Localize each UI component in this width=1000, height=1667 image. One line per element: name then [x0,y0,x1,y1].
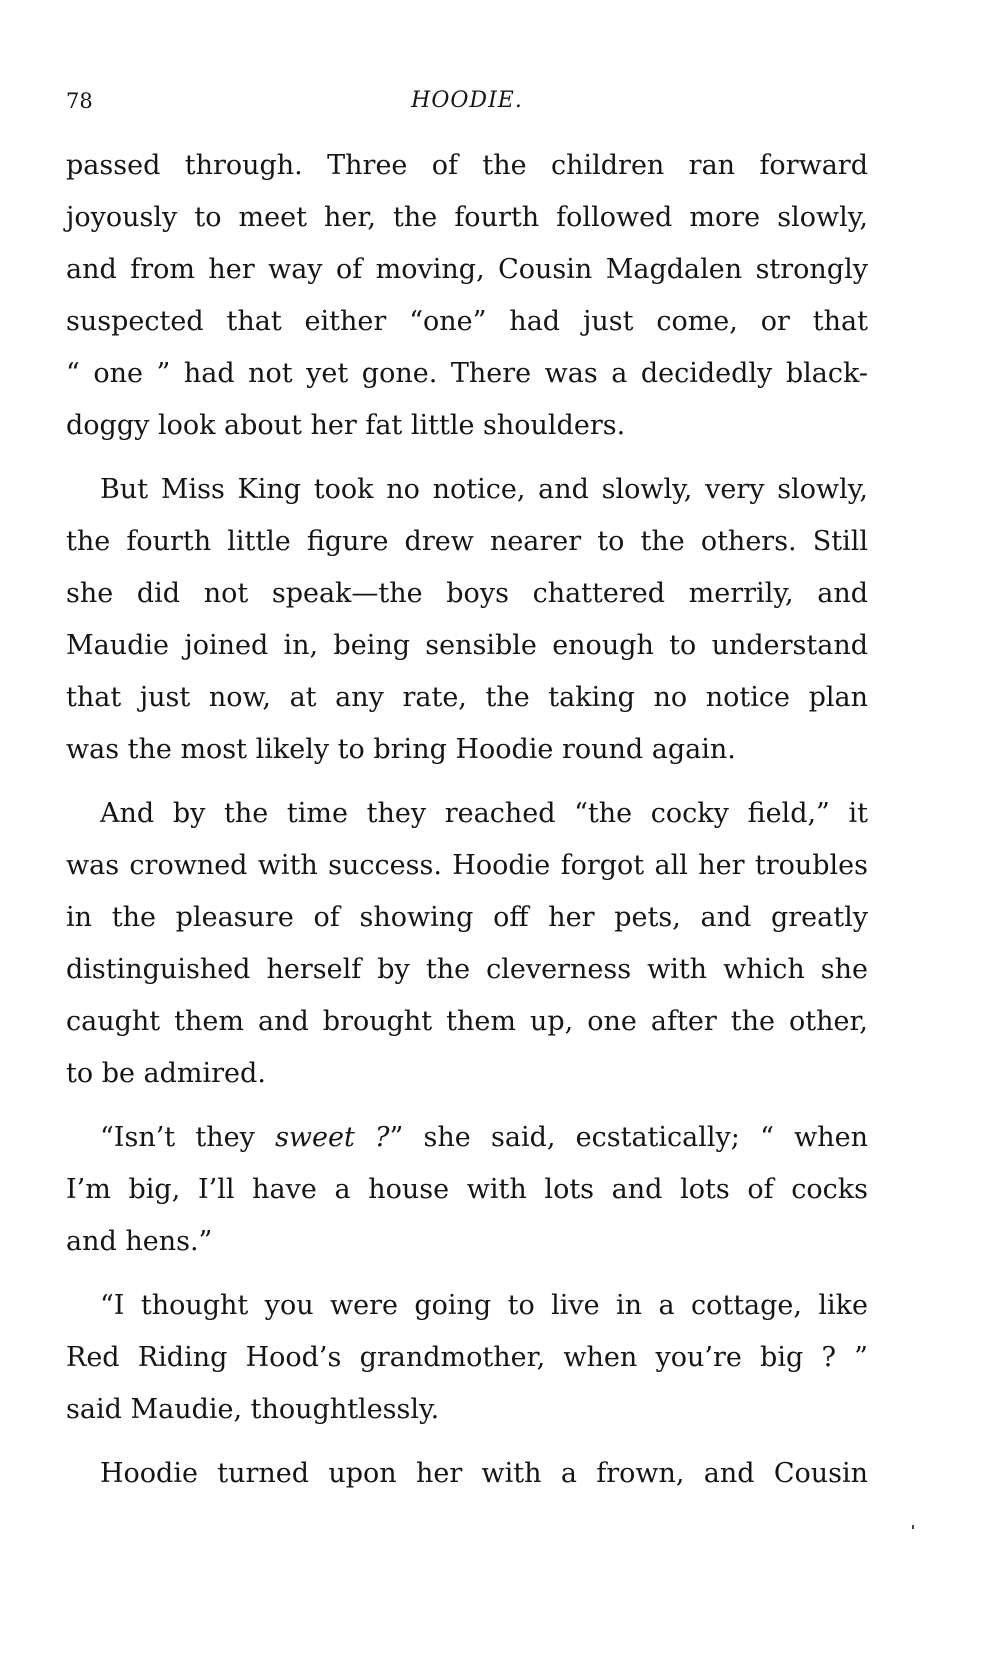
print-speck [912,1525,914,1529]
text-line: But Miss King took no notice, and slowly, very slowly, [100,474,868,505]
text-segment: ” she said, ecstatically; “ when [389,1122,868,1153]
paragraph-3 [66,788,868,1100]
paragraph-2 [66,464,868,776]
text-line: caught them and brought them up, one after the other, [66,1006,868,1037]
text-line: in the pleasure of showing off her pets, and greatly [66,902,868,933]
text-line: to be admired. [66,1058,266,1089]
text-line: was the most likely to bring Hoodie round again. [66,734,736,765]
text-line: she did not speak—the boys chattered merrily, and [66,578,868,609]
paragraph-6 [66,1448,868,1500]
text-line: passed through. Three of the children ran forward [66,150,868,181]
text-line: that just now, at any rate, the taking no notice plan [66,682,868,713]
text-line: Hoodie turned upon her with a frown, and Cousin [100,1458,868,1489]
text-line: And by the time they reached “the cocky field,” it [100,798,868,829]
emphasis-text: sweet ? [275,1122,390,1153]
text-line: was crowned with success. Hoodie forgot all her troubles [66,850,868,881]
paragraph-1 [66,140,868,452]
text-line: Maudie joined in, being sensible enough to understand [66,630,868,661]
body-text [66,140,868,1500]
text-line [66,1112,868,1164]
text-line: joyously to meet her, the fourth followed more slowly, [66,202,868,233]
text-segment: “Isn’t they [100,1122,276,1153]
text-line: I’m big, I’ll have a house with lots and lots of cocks [66,1174,868,1205]
text-line: Red Riding Hood’s grandmother, when you’re big ? ” [66,1342,868,1373]
text-line: suspected that either “one” had just come, or that [66,306,868,337]
paragraph-5 [66,1280,868,1436]
text-line: and from her way of moving, Cousin Magdalen strongly [66,254,868,285]
text-line: “ one ” had not yet gone. There was a decidedly black- [66,358,868,389]
running-title: HOODIE. [411,88,523,113]
text-line: “I thought you were going to live in a cottage, like [100,1290,868,1321]
text-line: and hens.” [66,1226,213,1257]
page-number: 78 [66,89,93,113]
text-line: doggy look about her fat little shoulders. [66,410,626,441]
text-line: distinguished herself by the cleverness with which she [66,954,868,985]
paragraph-4 [66,1112,868,1268]
text-line: said Maudie, thoughtlessly. [66,1394,440,1425]
running-head [66,86,868,120]
text-line: the fourth little figure drew nearer to the others. Still [66,526,868,557]
